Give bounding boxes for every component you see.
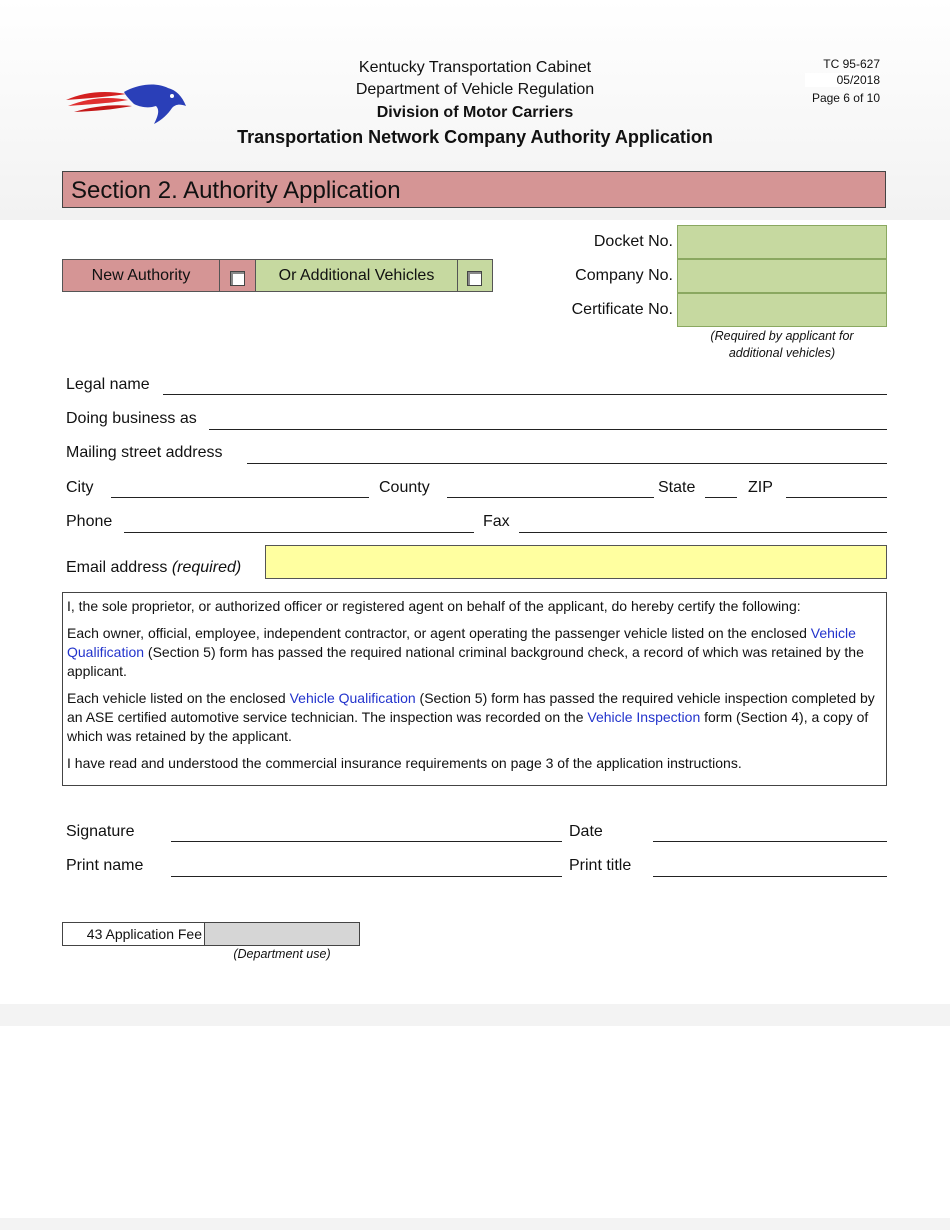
cert-p1-text-a: Each owner, official, employee, independent contractor, or agent operating the passenger vehicle listed on the enclosed [67, 625, 811, 641]
company-number-field[interactable] [677, 259, 887, 293]
application-fee-field [204, 922, 360, 946]
cert-p2-text-b: (Section 5) form has passed the required vehicle inspection completed by an ASE certified automotive service technician. The inspection was recorded on the [67, 690, 875, 725]
additional-vehicles-checkbox[interactable] [467, 271, 482, 286]
cert-p1-text-b: (Section 5) form has passed the required national criminal background check, a record of which was retained by the applicant. [67, 644, 864, 679]
county-field[interactable] [447, 497, 654, 498]
docket-number-field[interactable] [677, 225, 887, 259]
city-field[interactable] [111, 497, 369, 498]
certification-box [62, 592, 887, 786]
application-fee-label: 43 Application Fee [62, 922, 205, 946]
department-use-note: (Department use) [233, 947, 331, 961]
certification-paragraph-2 [67, 689, 882, 746]
zip-field[interactable] [786, 497, 887, 498]
print-title-label: Print title [569, 857, 632, 874]
header-division: Division of Motor Carriers [376, 104, 574, 121]
docket-note-line2: additional vehicles) [728, 346, 836, 360]
zip-label: ZIP [748, 479, 773, 496]
page-number: Page 6 of 10 [811, 91, 880, 105]
cert-p2-text-c: form (Section 4), a copy of which was retained by the applicant. [67, 709, 869, 744]
legal-name-field[interactable] [163, 394, 887, 395]
form-code: TC 95-627 [823, 57, 880, 71]
mailing-address-label: Mailing street address [66, 444, 223, 461]
date-label: Date [569, 823, 603, 840]
mailing-address-field[interactable] [247, 463, 887, 464]
docket-label: Docket No. [593, 233, 673, 250]
certificate-label: Certificate No. [571, 301, 673, 318]
email-label [66, 559, 241, 577]
email-required-text: (required) [171, 559, 242, 576]
email-label-text: Email address [66, 559, 172, 576]
additional-vehicles-label: Or Additional Vehicles [255, 259, 458, 292]
certification-paragraph-1 [67, 624, 882, 681]
print-title-field[interactable] [653, 876, 887, 877]
page-title: Transportation Network Company Authority Application [237, 127, 713, 147]
state-label: State [658, 479, 696, 496]
phone-field[interactable] [124, 532, 474, 533]
page-bottom-band [0, 1218, 950, 1230]
new-authority-label: New Authority [62, 259, 220, 292]
company-label: Company No. [575, 267, 673, 284]
new-authority-checkbox[interactable] [230, 271, 245, 286]
dba-field[interactable] [209, 429, 887, 430]
signature-label: Signature [66, 823, 135, 840]
page-separator [0, 1004, 950, 1026]
signature-field[interactable] [171, 841, 562, 842]
header-department: Department of Vehicle Regulation [355, 81, 595, 98]
fax-field[interactable] [519, 532, 887, 533]
date-field[interactable] [653, 841, 887, 842]
vehicle-qualification-link[interactable]: Vehicle Qualification [67, 625, 856, 660]
county-label: County [379, 479, 430, 496]
certificate-number-field[interactable] [677, 293, 887, 327]
state-field[interactable] [705, 497, 737, 498]
dba-label: Doing business as [66, 410, 197, 427]
cert-p2-text-a: Each vehicle listed on the enclosed [67, 690, 290, 706]
fax-label: Fax [483, 513, 510, 530]
certification-intro: I, the sole proprietor, or authorized officer or registered agent on behalf of the applicant, do hereby certify the following: [67, 598, 801, 614]
print-name-label: Print name [66, 857, 144, 874]
phone-label: Phone [66, 513, 113, 530]
email-field[interactable] [265, 545, 887, 579]
docket-note-line1: (Required by applicant for [710, 329, 854, 343]
print-name-field[interactable] [171, 876, 562, 877]
city-label: City [66, 479, 94, 496]
section-title: Section 2. Authority Application [62, 171, 886, 208]
legal-name-label: Legal name [66, 376, 150, 393]
vehicle-qualification-link-2[interactable]: Vehicle Qualification [289, 690, 416, 706]
certification-paragraph-3: I have read and understood the commercial insurance requirements on page 3 of the application instructions. [67, 755, 742, 771]
vehicle-inspection-link[interactable]: Vehicle Inspection [587, 709, 701, 725]
form-date: 05/2018 [805, 73, 880, 87]
header-cabinet: Kentucky Transportation Cabinet [358, 59, 592, 76]
